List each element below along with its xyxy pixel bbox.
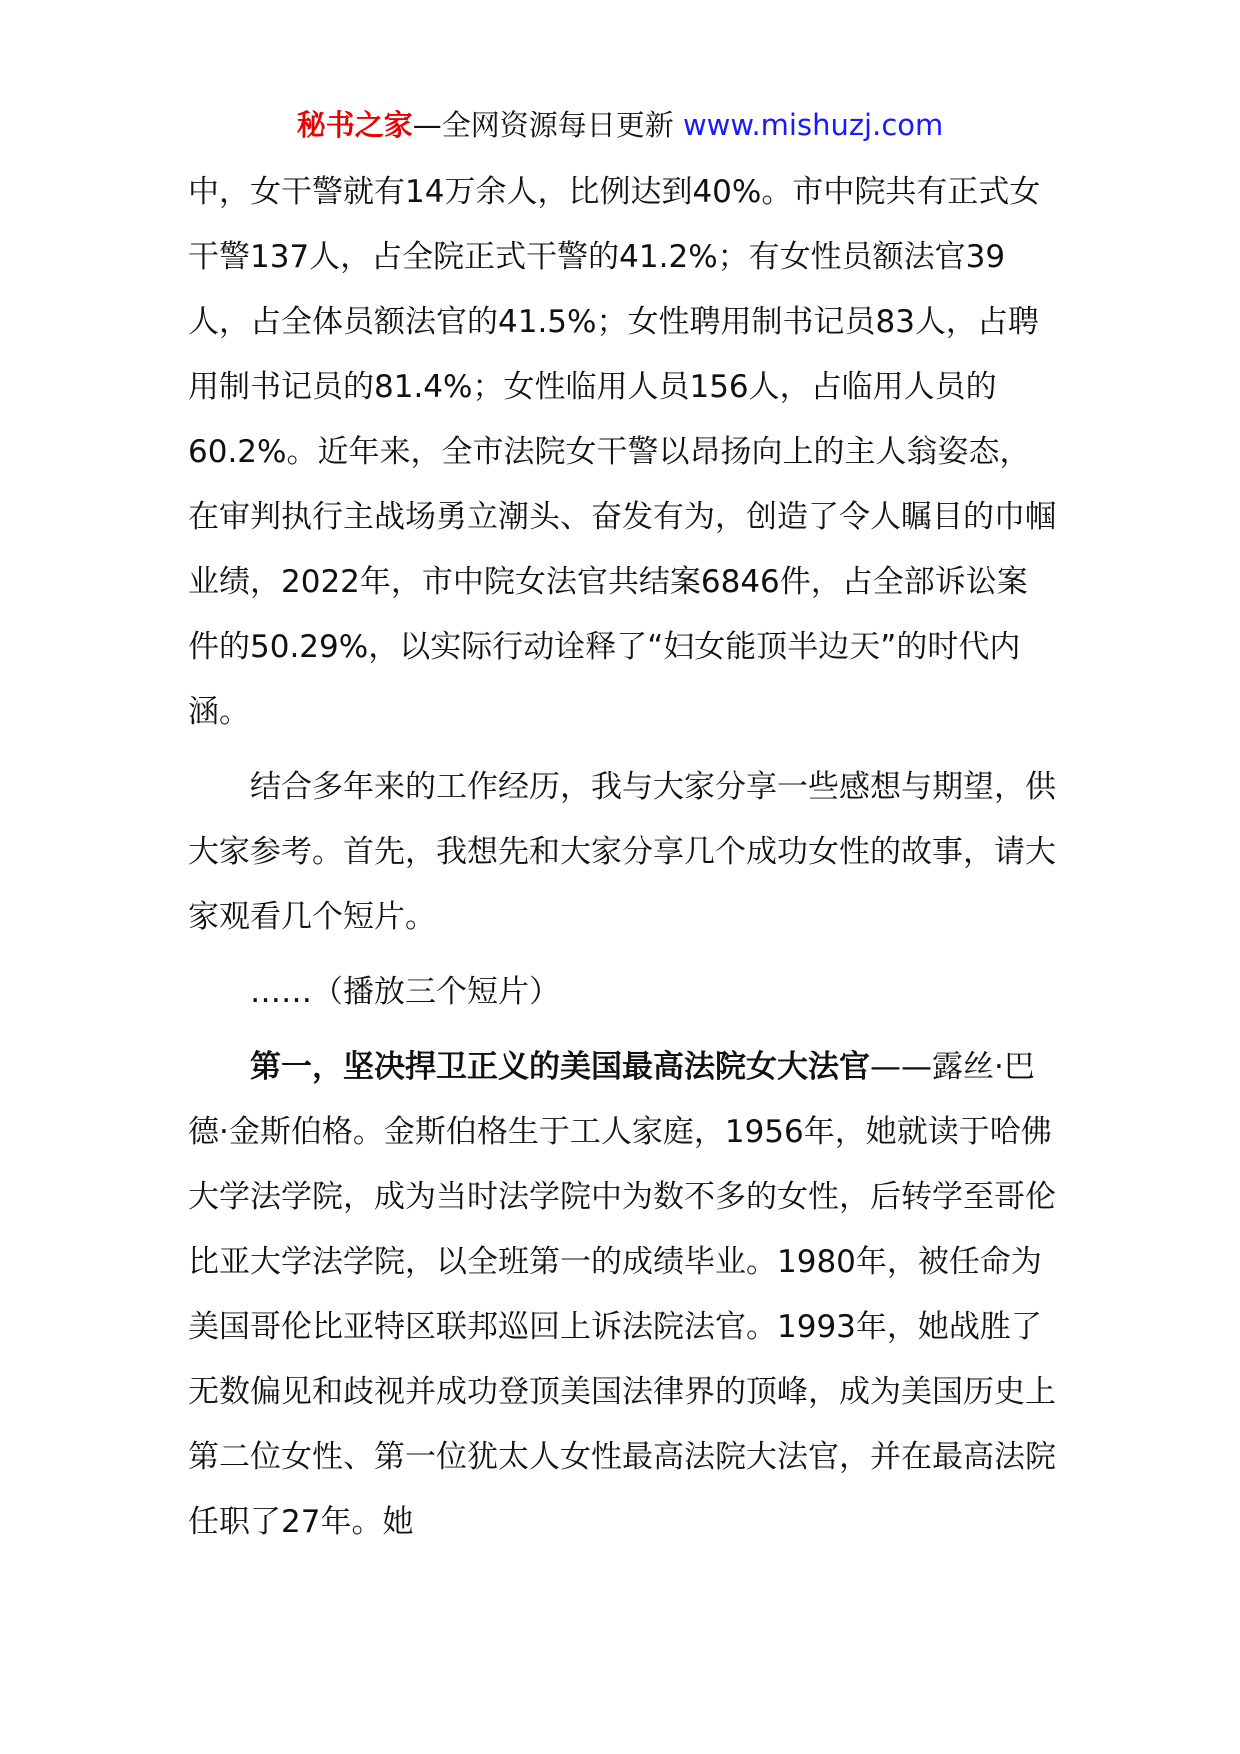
first-story-heading: 第一，坚决捍卫正义的美国最高法院女大法官 <box>250 1049 870 1085</box>
paragraph-first-story <box>188 1035 1058 1555</box>
first-story-text: ——露丝·巴德·金斯伯格。金斯伯格生于工人家庭，1956年，她就读于哈佛大学法学院，成为当时法学院中为数不多的女性，后转学至哥伦比亚大学法学院，以全班第一的成绩毕业。1980年，被任命为美国哥伦比亚特区联邦巡回上诉法院法官。1993年，她战胜了无数偏见和歧视并成功登顶美国法律界的顶峰，成为美国历史上第二位女性、第一位犹太人女性最高法院大法官，并在最高法院任职了27年。她 <box>188 1049 1056 1540</box>
header-site-link[interactable]: www.mishuzj.com <box>682 108 944 142</box>
paragraph-sharing: 结合多年来的工作经历，我与大家分享一些感想与期望，供大家参考。首先，我想先和大家分享几个成功女性的故事，请大家观看几个短片。 <box>188 769 1056 935</box>
header-brand: 秘书之家 <box>296 108 413 142</box>
header-tagline: —全网资源每日更新 <box>412 108 674 142</box>
page-header <box>0 100 1240 150</box>
paragraph-video-note: ……（播放三个短片） <box>250 974 560 1010</box>
paragraph-statistics: 中，女干警就有14万余人，比例达到40%。市中院共有正式女干警137人，占全院正式干警的41.2%；有女性员额法官39人，占全体员额法官的41.5%；女性聘用制书记员83人，占聘用制书记员的81.4%；女性临用人员156人，占临用人员的60.2%。近年来，全市法院女干警以昂扬向上的主人翁姿态，在审判执行主战场勇立潮头、奋发有为，创造了令人瞩目的巾帼业绩，2022年，市中院女法官共结案6846件，占全部诉讼案件的50.29%，以实际行动诠释了“妇女能顶半边天”的时代内涵。 <box>188 174 1056 730</box>
document-body <box>188 160 1058 1565</box>
